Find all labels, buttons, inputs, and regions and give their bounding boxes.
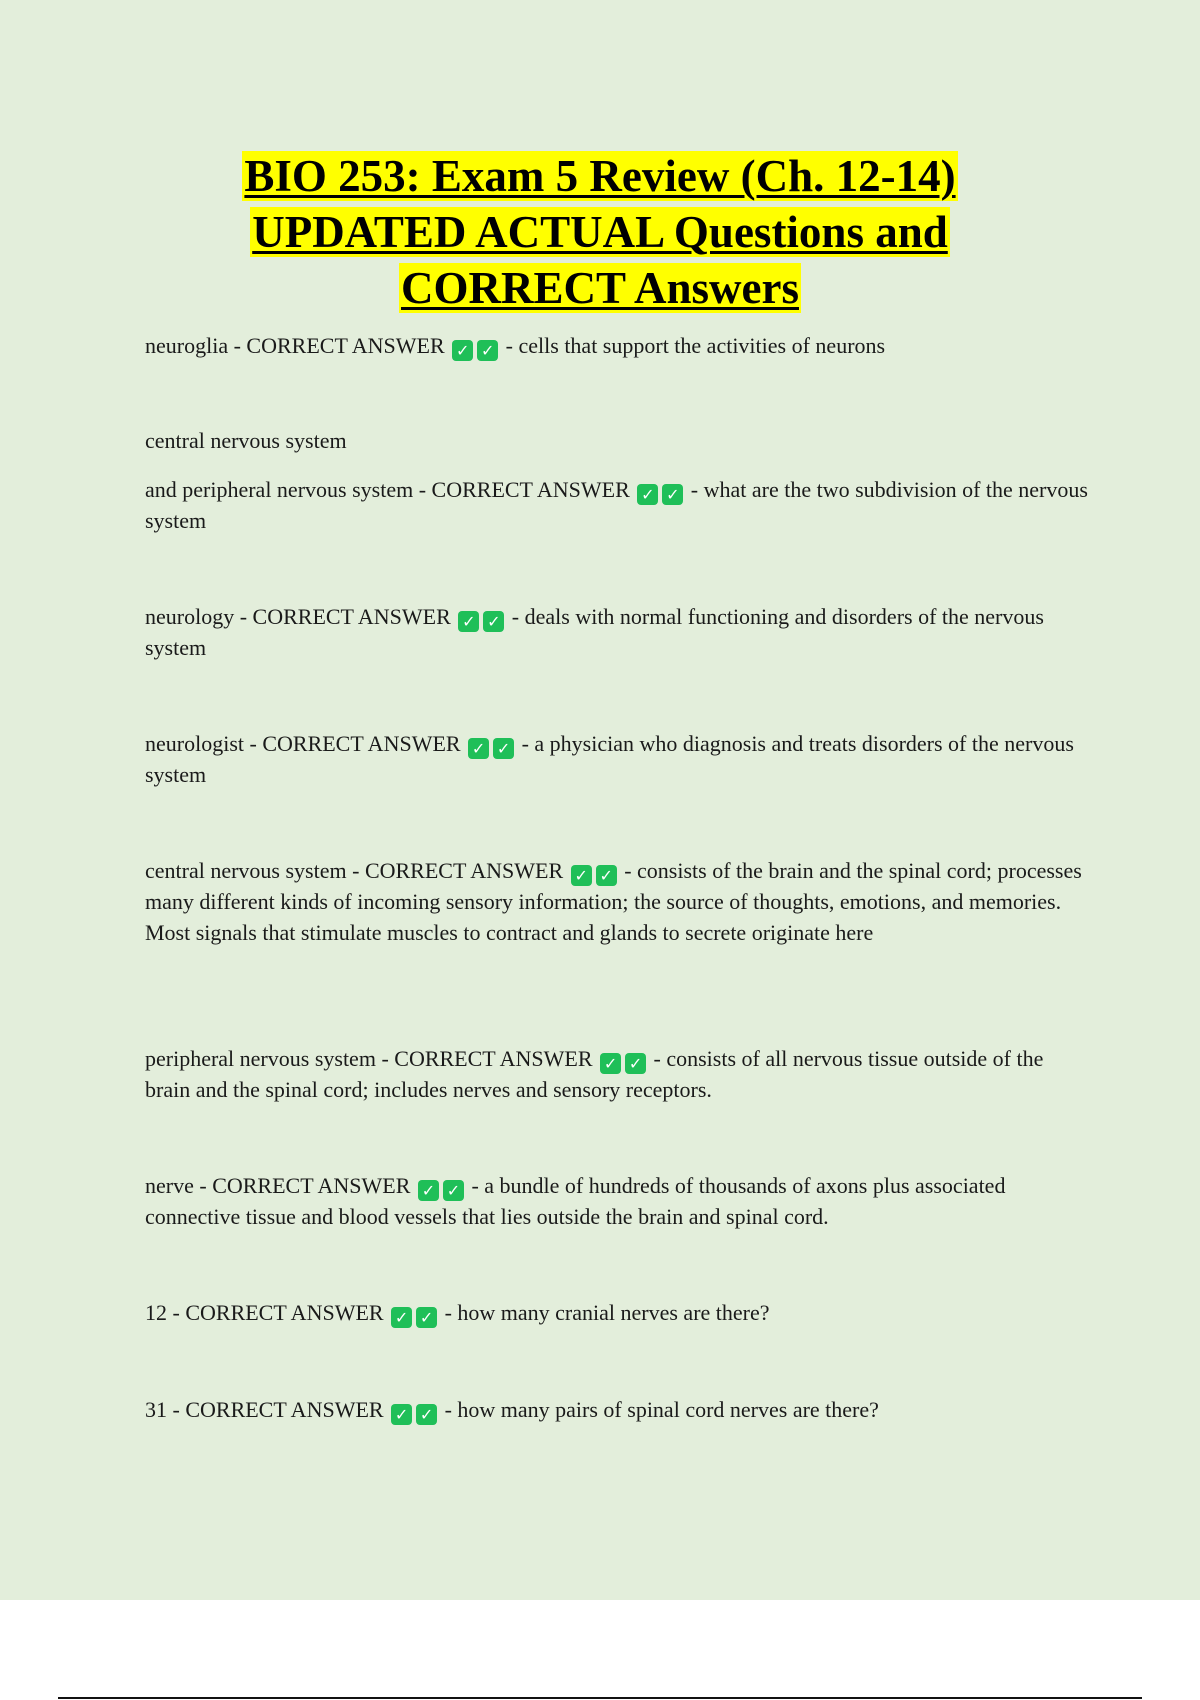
check-mark-icon: ✓ [458, 611, 479, 632]
qa-entry [145, 474, 1090, 536]
entry-term: neurology [145, 604, 235, 629]
separator: - [685, 477, 704, 502]
check-mark-icon: ✓ [391, 1404, 412, 1425]
separator: - [648, 1046, 667, 1071]
entry-definition: how many pairs of spinal cord nerves are there? [457, 1397, 879, 1422]
qa-entry [145, 1043, 1090, 1105]
separator: - [193, 1173, 213, 1198]
check-mark-icon: ✓ [662, 484, 683, 505]
separator: - [506, 604, 525, 629]
separator: - [244, 731, 263, 756]
separator: - [375, 1046, 395, 1071]
entry-term: 31 [145, 1397, 167, 1422]
entry-term: neurologist [145, 731, 244, 756]
title-line-2: UPDATED ACTUAL Questions and [252, 207, 948, 257]
entry-definition: a bundle of hundreds of thousands of axons plus associated connective tissue and blood vessels that lies outside the brain and spinal cord. [145, 1173, 1006, 1229]
entry-label: CORRECT ANSWER [185, 1397, 384, 1422]
check-mark-icon: ✓ [596, 865, 617, 886]
entry-label: CORRECT ANSWER [262, 731, 461, 756]
title-line-3: CORRECT Answers [401, 263, 799, 313]
separator: - [228, 333, 247, 358]
qa-entry [145, 425, 1090, 456]
entry-term: neuroglia [145, 333, 229, 358]
separator: - [439, 1300, 458, 1325]
separator: - [439, 1397, 458, 1422]
document-title [0, 148, 1200, 316]
check-mark-icon: ✓ [418, 1180, 439, 1201]
separator: - [346, 858, 365, 883]
entry-definition: what are the two subdivision of the nervous system [145, 477, 1088, 533]
entry-label: CORRECT ANSWER [431, 477, 630, 502]
title-line-1: BIO 253: Exam 5 Review (Ch. 12-14) [244, 151, 956, 201]
check-mark-icon: ✓ [468, 738, 489, 759]
entry-term: and peripheral nervous system [145, 477, 414, 502]
check-mark-icon: ✓ [443, 1180, 464, 1201]
entry-label: CORRECT ANSWER [185, 1300, 384, 1325]
separator: - [167, 1300, 186, 1325]
entry-definition: deals with normal functioning and disorders of the nervous system [145, 604, 1044, 660]
entry-label: CORRECT ANSWER [364, 858, 564, 883]
qa-entry [145, 1170, 1090, 1232]
entry-definition: how many cranial nerves are there? [457, 1300, 770, 1325]
check-mark-icon: ✓ [637, 484, 658, 505]
qa-entry [145, 1394, 1090, 1425]
entry-definition: cells that support the activities of neurons [518, 333, 886, 358]
entry-definition: a physician who diagnosis and treats disorders of the nervous system [145, 731, 1074, 787]
separator: - [465, 1173, 485, 1198]
check-mark-icon: ✓ [625, 1053, 646, 1074]
entry-label: CORRECT ANSWER [394, 1046, 593, 1071]
entry-term: 12 [145, 1300, 167, 1325]
qa-entry [145, 330, 1090, 361]
entry-label: CORRECT ANSWER [212, 1173, 411, 1198]
separator: - [618, 858, 638, 883]
check-mark-icon: ✓ [416, 1404, 437, 1425]
separator: - [413, 477, 432, 502]
qa-entry [145, 601, 1090, 663]
check-mark-icon: ✓ [452, 340, 473, 361]
check-mark-icon: ✓ [571, 865, 592, 886]
separator: - [234, 604, 253, 629]
check-mark-icon: ✓ [477, 340, 498, 361]
entry-term: central nervous system [145, 428, 347, 453]
check-mark-icon: ✓ [483, 611, 504, 632]
entry-definition: consists of the brain and the spinal cord; processes many different kinds of incoming sensory information; the source of thoughts, emotions, and memories. Most signals that stimulate muscles to contract and glands to secrete originate here [145, 858, 1082, 945]
qa-entry [145, 728, 1090, 790]
footer-divider [58, 1697, 1142, 1699]
separator: - [500, 333, 519, 358]
check-mark-icon: ✓ [493, 738, 514, 759]
entry-term: peripheral nervous system [145, 1046, 376, 1071]
separator: - [167, 1397, 186, 1422]
check-mark-icon: ✓ [391, 1307, 412, 1328]
check-mark-icon: ✓ [600, 1053, 621, 1074]
entry-label: CORRECT ANSWER [252, 604, 451, 629]
entry-term: nerve [145, 1173, 194, 1198]
entry-definition: consists of all nervous tissue outside of the brain and the spinal cord; includes nerves and sensory receptors. [145, 1046, 1044, 1102]
separator: - [516, 731, 535, 756]
entry-label: CORRECT ANSWER [246, 333, 445, 358]
qa-entry [145, 855, 1090, 948]
entry-term: central nervous system [145, 858, 347, 883]
qa-entry [145, 1297, 1090, 1328]
check-mark-icon: ✓ [416, 1307, 437, 1328]
